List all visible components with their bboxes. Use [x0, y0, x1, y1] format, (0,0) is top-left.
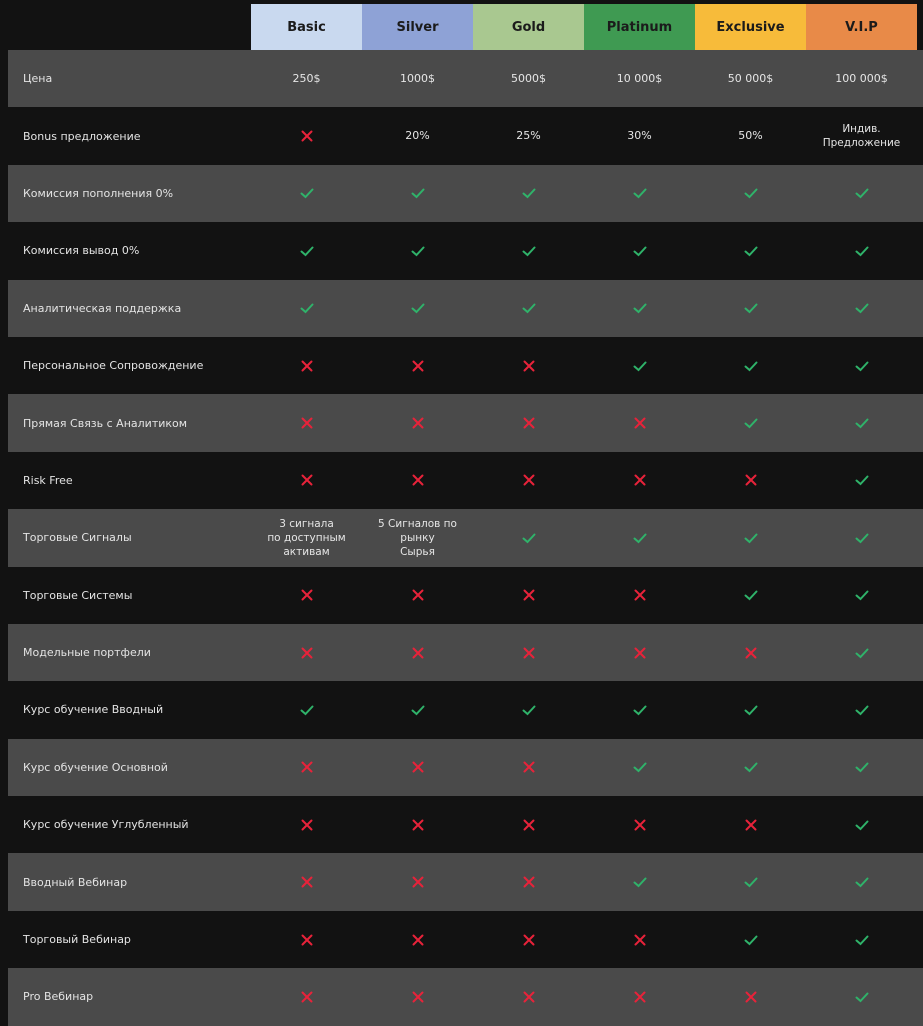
table-cell: [584, 875, 695, 889]
row-label: Вводный Вебинар: [23, 875, 128, 889]
check-icon: [300, 703, 314, 717]
check-icon: [744, 875, 758, 889]
table-row: [8, 50, 923, 107]
table-cell: [362, 359, 473, 373]
table-cell: [806, 875, 917, 889]
tier-header-platinum: Platinum: [584, 4, 695, 50]
check-icon: [522, 186, 536, 200]
cross-icon: [522, 818, 536, 832]
table-cell: [473, 818, 584, 832]
check-icon: [633, 359, 647, 373]
table-cell: [473, 416, 584, 430]
table-cell: [362, 416, 473, 430]
check-icon: [855, 588, 869, 602]
table-cell: [584, 301, 695, 315]
row-label: Курс обучение Углубленный: [23, 818, 189, 832]
table-row: [8, 452, 923, 509]
table-cell: [806, 990, 917, 1004]
cross-icon: [300, 359, 314, 373]
check-icon: [633, 301, 647, 315]
check-icon: [855, 301, 869, 315]
cell-text: Индив. Предложение: [822, 123, 901, 150]
check-icon: [855, 646, 869, 660]
check-icon: [633, 186, 647, 200]
table-cell: [695, 416, 806, 430]
cell-text: 5 Сигналов по рынку Сырья: [378, 517, 457, 558]
table-cell: [695, 760, 806, 774]
cross-icon: [411, 875, 425, 889]
table-cell: [251, 129, 362, 143]
table-cell: [362, 129, 473, 143]
check-icon: [744, 244, 758, 258]
cross-icon: [522, 760, 536, 774]
table-cell: [362, 990, 473, 1004]
check-icon: [633, 531, 647, 545]
check-icon: [633, 760, 647, 774]
table-cell: [473, 301, 584, 315]
header-spacer: [8, 4, 251, 50]
cross-icon: [300, 129, 314, 143]
check-icon: [855, 473, 869, 487]
row-label: Прямая Связь с Аналитиком: [23, 416, 188, 430]
table-cell: [473, 875, 584, 889]
check-icon: [522, 244, 536, 258]
table-cell: [806, 473, 917, 487]
table-cell: [584, 531, 695, 545]
table-cell: [251, 473, 362, 487]
tier-header-exclusive: Exclusive: [695, 4, 806, 50]
check-icon: [522, 531, 536, 545]
table-row: [8, 624, 923, 681]
table-row: [8, 567, 923, 624]
row-label: Персональное Сопровождение: [23, 359, 204, 373]
table-cell: [362, 760, 473, 774]
table-cell: [584, 646, 695, 660]
cell-text: 100 000$: [835, 71, 888, 85]
check-icon: [744, 703, 758, 717]
table-cell: [695, 244, 806, 258]
row-label: Торговые Сигналы: [23, 531, 132, 545]
tier-header-gold: Gold: [473, 4, 584, 50]
table-cell: [695, 646, 806, 660]
table-cell: [806, 416, 917, 430]
cross-icon: [522, 875, 536, 889]
cell-text: 5000$: [511, 71, 546, 85]
check-icon: [411, 244, 425, 258]
cross-icon: [522, 473, 536, 487]
table-cell: [362, 517, 473, 559]
table-row: [8, 796, 923, 853]
tier-header-vip: V.I.P: [806, 4, 917, 50]
check-icon: [744, 359, 758, 373]
cross-icon: [522, 359, 536, 373]
cell-text: 3 сигнала по доступным активам: [267, 517, 346, 558]
table-cell: [473, 72, 584, 86]
check-icon: [744, 933, 758, 947]
table-row: [8, 853, 923, 910]
table-cell: [584, 588, 695, 602]
table-cell: [584, 72, 695, 86]
check-icon: [744, 760, 758, 774]
table-cell: [473, 760, 584, 774]
row-label: Цена: [23, 72, 53, 86]
cross-icon: [522, 933, 536, 947]
check-icon: [411, 703, 425, 717]
table-row: [8, 280, 923, 337]
table-cell: [251, 186, 362, 200]
table-cell: [473, 703, 584, 717]
table-cell: [695, 703, 806, 717]
table-cell: [362, 875, 473, 889]
table-cell: [806, 186, 917, 200]
table-cell: [473, 244, 584, 258]
table-cell: [251, 301, 362, 315]
check-icon: [300, 244, 314, 258]
check-icon: [855, 359, 869, 373]
cross-icon: [300, 473, 314, 487]
table-cell: [806, 301, 917, 315]
table-cell: [695, 301, 806, 315]
cell-text: 250$: [292, 71, 321, 85]
check-icon: [855, 760, 869, 774]
cross-icon: [411, 933, 425, 947]
table-cell: [806, 72, 917, 86]
cross-icon: [744, 818, 758, 832]
check-icon: [411, 301, 425, 315]
table-cell: [251, 990, 362, 1004]
table-cell: [473, 531, 584, 545]
table-cell: [251, 875, 362, 889]
cross-icon: [744, 990, 758, 1004]
table-cell: [584, 129, 695, 143]
tier-header-silver: Silver: [362, 4, 473, 50]
check-icon: [633, 244, 647, 258]
check-icon: [522, 301, 536, 315]
check-icon: [744, 531, 758, 545]
cell-text: 10 000$: [616, 71, 663, 85]
check-icon: [855, 933, 869, 947]
table-cell: [695, 818, 806, 832]
table-cell: [806, 588, 917, 602]
table-cell: [695, 473, 806, 487]
check-icon: [633, 703, 647, 717]
row-label: Торговый Вебинар: [23, 933, 131, 947]
check-icon: [300, 186, 314, 200]
table-row: [8, 739, 923, 796]
table-cell: [584, 818, 695, 832]
table-row: [8, 107, 923, 164]
table-cell: [695, 588, 806, 602]
cross-icon: [633, 588, 647, 602]
cell-text: 1000$: [400, 71, 435, 85]
table-cell: [251, 359, 362, 373]
table-cell: [362, 301, 473, 315]
table-cell: [251, 72, 362, 86]
table-cell: [473, 933, 584, 947]
check-icon: [744, 588, 758, 602]
cell-text: 30%: [627, 129, 652, 143]
table-row: [8, 911, 923, 968]
cross-icon: [744, 646, 758, 660]
check-icon: [855, 531, 869, 545]
table-cell: [695, 531, 806, 545]
check-icon: [855, 875, 869, 889]
cross-icon: [411, 416, 425, 430]
table-cell: [806, 359, 917, 373]
check-icon: [744, 416, 758, 430]
cross-icon: [411, 359, 425, 373]
cross-icon: [633, 933, 647, 947]
cross-icon: [411, 588, 425, 602]
table-cell: [362, 703, 473, 717]
table-cell: [251, 646, 362, 660]
table-cell: [362, 473, 473, 487]
cell-text: 50 000$: [727, 71, 774, 85]
table-cell: [695, 186, 806, 200]
table-cell: [362, 72, 473, 86]
check-icon: [855, 186, 869, 200]
table-cell: [362, 818, 473, 832]
table-cell: [251, 703, 362, 717]
table-cell: [806, 703, 917, 717]
table-row: [8, 394, 923, 451]
row-label: Комиссия пополнения 0%: [23, 186, 174, 200]
table-cell: [806, 244, 917, 258]
table-cell: [362, 588, 473, 602]
table-cell: [695, 990, 806, 1004]
cross-icon: [300, 875, 314, 889]
cross-icon: [744, 473, 758, 487]
cross-icon: [522, 416, 536, 430]
cross-icon: [411, 646, 425, 660]
cross-icon: [300, 646, 314, 660]
table-cell: [584, 244, 695, 258]
table-cell: [251, 818, 362, 832]
table-row: [8, 968, 923, 1025]
row-label: Курс обучение Основной: [23, 760, 168, 774]
check-icon: [855, 818, 869, 832]
check-icon: [522, 703, 536, 717]
cross-icon: [411, 818, 425, 832]
table-cell: [251, 760, 362, 774]
cross-icon: [300, 933, 314, 947]
row-label: Курс обучение Вводный: [23, 703, 164, 717]
row-label: Аналитическая поддержка: [23, 301, 182, 315]
cross-icon: [522, 588, 536, 602]
cross-icon: [633, 473, 647, 487]
feature-rows: [8, 50, 923, 1026]
table-cell: [584, 473, 695, 487]
cross-icon: [522, 646, 536, 660]
check-icon: [855, 416, 869, 430]
table-cell: [584, 933, 695, 947]
table-cell: [806, 818, 917, 832]
table-cell: [806, 646, 917, 660]
cell-text: 50%: [738, 129, 763, 143]
check-icon: [855, 244, 869, 258]
table-cell: [251, 933, 362, 947]
cross-icon: [300, 990, 314, 1004]
table-cell: [584, 359, 695, 373]
table-cell: [473, 186, 584, 200]
check-icon: [744, 301, 758, 315]
cross-icon: [633, 416, 647, 430]
row-label: Комиссия вывод 0%: [23, 244, 140, 258]
table-cell: [695, 875, 806, 889]
row-label: Bonus предложение: [23, 129, 141, 143]
check-icon: [744, 186, 758, 200]
table-cell: [695, 129, 806, 143]
table-cell: [251, 517, 362, 559]
cross-icon: [411, 990, 425, 1004]
table-cell: [473, 646, 584, 660]
table-cell: [473, 990, 584, 1004]
table-cell: [362, 244, 473, 258]
table-cell: [806, 933, 917, 947]
table-cell: [251, 588, 362, 602]
table-cell: [473, 359, 584, 373]
cross-icon: [300, 760, 314, 774]
cross-icon: [300, 588, 314, 602]
row-label: Risk Free: [23, 473, 73, 487]
check-icon: [300, 301, 314, 315]
table-row: [8, 337, 923, 394]
tier-header-row: [8, 4, 923, 50]
table-cell: [473, 588, 584, 602]
table-cell: [584, 990, 695, 1004]
table-cell: [584, 186, 695, 200]
table-cell: [362, 933, 473, 947]
cell-text: 20%: [405, 129, 430, 143]
table-cell: [695, 72, 806, 86]
tier-header-basic: Basic: [251, 4, 362, 50]
table-cell: [806, 531, 917, 545]
table-cell: [584, 416, 695, 430]
table-row: [8, 509, 923, 566]
row-label: Модельные портфели: [23, 646, 151, 660]
table-cell: [251, 416, 362, 430]
cross-icon: [300, 818, 314, 832]
table-cell: [584, 703, 695, 717]
row-label: Торговые Системы: [23, 588, 133, 602]
cell-text: 25%: [516, 129, 541, 143]
row-label: Pro Вебинар: [23, 990, 94, 1004]
pricing-comparison-table: [8, 4, 923, 1026]
check-icon: [633, 875, 647, 889]
cross-icon: [411, 760, 425, 774]
table-cell: [473, 129, 584, 143]
table-cell: [473, 473, 584, 487]
check-icon: [411, 186, 425, 200]
check-icon: [855, 703, 869, 717]
cross-icon: [522, 990, 536, 1004]
table-cell: [362, 646, 473, 660]
table-row: [8, 165, 923, 222]
cross-icon: [633, 990, 647, 1004]
cross-icon: [633, 646, 647, 660]
table-cell: [584, 760, 695, 774]
check-icon: [855, 990, 869, 1004]
table-row: [8, 222, 923, 279]
cross-icon: [411, 473, 425, 487]
table-cell: [695, 359, 806, 373]
table-row: [8, 681, 923, 738]
table-cell: [806, 760, 917, 774]
table-cell: [362, 186, 473, 200]
table-cell: [251, 244, 362, 258]
table-cell: [695, 933, 806, 947]
cross-icon: [633, 818, 647, 832]
table-cell: [806, 122, 917, 150]
cross-icon: [300, 416, 314, 430]
